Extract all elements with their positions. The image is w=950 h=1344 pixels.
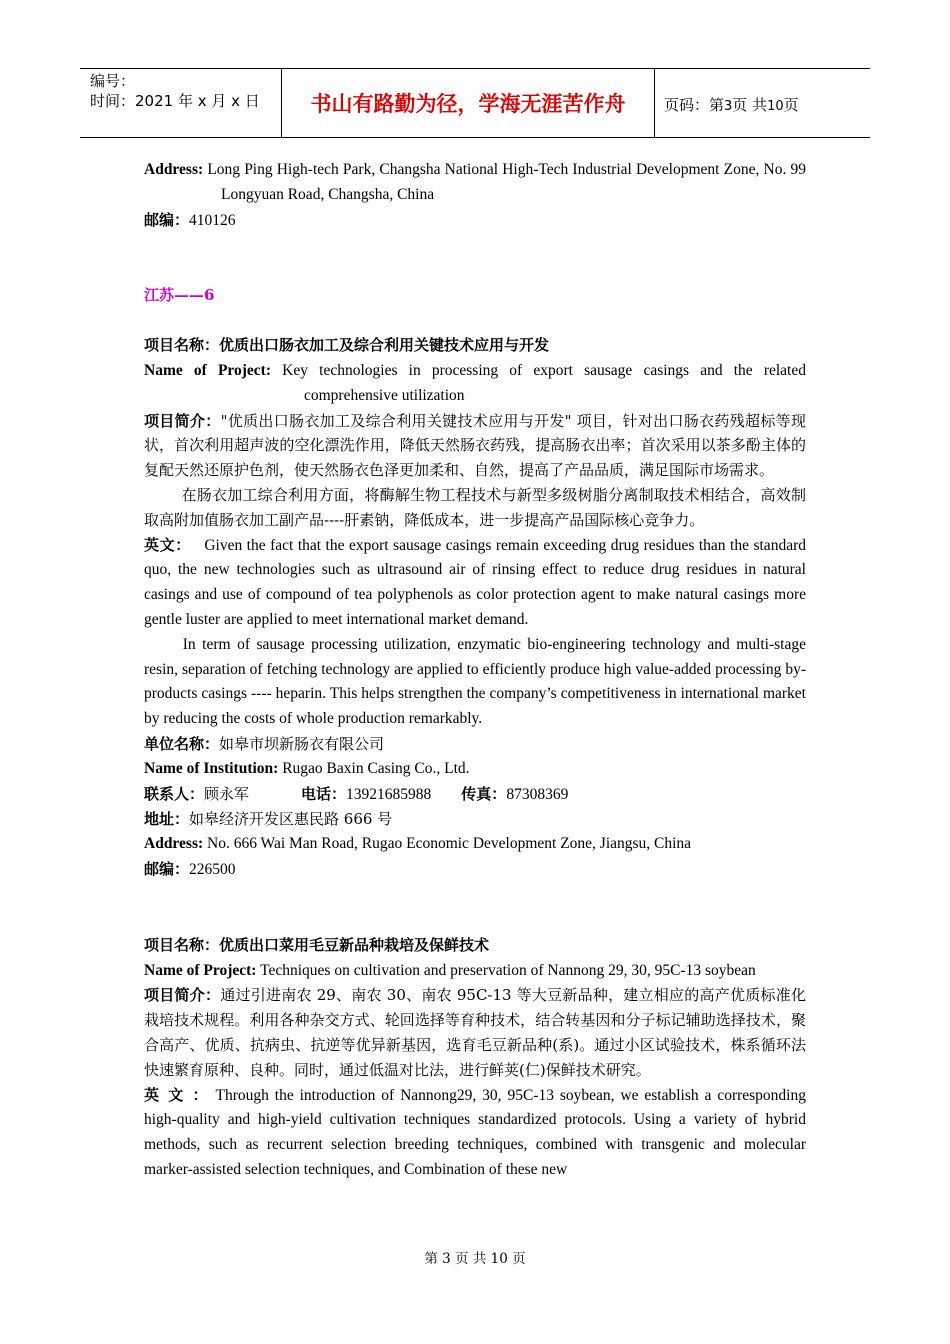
p1-english-label: 英文： [144,535,191,554]
prev-address-text: Long Ping High-tech Park, Changsha National High-Tech Industrial Development Zone, No. 99 Longyuan Road, Changsha, China [207,161,807,203]
prev-zip [144,208,806,234]
doc-time-label: 时间：2021 年 x 月 x 日 [90,92,260,110]
header-divider [654,69,655,137]
p2-name-cn-label: 项目名称： [144,935,220,954]
section-title: 江苏——6 [144,286,215,305]
p1-name-en [144,359,806,409]
document-body [144,158,806,1183]
p1-intro [144,409,806,483]
p1-contact-name: 顾永军 [204,784,250,803]
p1-name-en-label: Name of Project: [144,361,272,379]
page-header [80,68,870,138]
header-meta [80,69,280,137]
p1-zip-value: 226500 [189,860,236,878]
p1-intro-2: 在肠衣加工综合利用方面，将酶解生物工程技术与新型多级树脂分离制取技术相结合，高效制取高附加值肠衣加工副产品----肝素钠，降低成本，进一步提高产品国际核心竞争力。 [144,485,806,529]
prev-address [144,158,806,208]
p2-intro-label: 项目简介： [144,986,221,1005]
p2-intro-text: 通过引进南农 29、南农 30、南农 95C-13 等大豆新品种，建立相应的高产优质标准化栽培技术规程。利用各种杂交方式、轮回选择等育种技术，结合转基因和分子标记辅助选择技术，聚合高产、优质、抗病虫、抗逆等优异新基因，选育毛豆新品种(系)。通过小区试验技术，株系循环法快速繁育原种、良种。同时，通过低温对比法，进行鲜荚(仁)保鲜技术研究。 [144,986,806,1079]
p2-name-cn [144,933,806,959]
prev-zip-label: 邮编： [144,210,190,229]
p1-intro-text: "优质出口肠衣加工及综合利用关键技术应用与开发" 项目，针对出口肠衣药残超标等现状，首次利用超声波的空化漂洗作用，降低天然肠衣药残，提高肠衣出率；首次采用以茶多酚主体的复配天然还原护色剂，使天然肠衣色泽更加柔和、自然，提高了产品品质，满足国际市场需求。 [144,411,806,480]
p2-english-label: 英 文 ： [144,1085,210,1104]
p1-fax: 87308369 [506,785,569,803]
p1-name-en-text: Key technologies in processing of export sausage casings and the related comprehensive utilization [282,361,806,404]
p2-english-text: Through the introduction of Nannong29, 30, 95C-13 soybean, we establish a corresponding high-quality and high-yield cultivation techniques standardized protocols. Using a variety of hybrid methods, such as recurrent selection breeding techniques, combined with transgenic and molecular marker-assisted selection techniques, and Combination of these new [144,1086,806,1178]
p1-phone: 13921685988 [346,785,432,803]
doc-number-label: 编号： [90,72,136,90]
header-page-info [664,94,799,115]
p1-name-cn [144,333,806,359]
header-page-prefix: 页码：第 [664,96,725,114]
prev-zip-value: 410126 [189,211,236,229]
p1-fax-label: 传真： [461,784,507,803]
p1-contact-label: 联系人： [144,784,205,803]
p2-name-en-label: Name of Project: [144,961,257,979]
p1-institution-cn [144,732,806,757]
p1-address-cn [144,807,806,832]
p1-inst-cn-text: 如皋市坝新肠衣有限公司 [219,734,385,753]
page-footer [0,1247,950,1267]
prev-address-label: Address: [144,161,204,178]
footer-current: 3 [442,1251,451,1267]
footer-total: 10 [490,1251,508,1267]
p1-english-2: In term of sausage processing utilization, enzymatic bio-engineering technology and multi-stage resin, separation of fetching technology are applied to efficiently produce high value-added processing by-products casings ---- heparin. This helps strengthen the company’s competitiveness in international market by reducing the costs of whole production remarkably. [144,635,806,728]
header-motto: 书山有路勤为径，学海无涯苦作舟 [310,92,626,116]
p1-inst-cn-label: 单位名称： [144,734,220,753]
p1-addr-cn-label: 地址： [144,810,190,829]
p1-zip-label: 邮编： [144,859,190,878]
header-page-total: 10 [767,99,784,114]
p2-name-en-text: Techniques on cultivation and preservation of Nannong 29, 30, 95C-13 soybean [260,961,756,979]
footer-prefix: 第 [424,1251,438,1267]
p1-inst-en-label: Name of Institution: [144,759,279,777]
p1-contact-row [144,782,806,808]
p1-addr-en-label: Address: [144,835,204,853]
p2-name-cn-text: 优质出口菜用毛豆新品种栽培及保鲜技术 [219,935,490,954]
footer-suffix: 页 [512,1251,526,1267]
p1-name-cn-label: 项目名称： [144,336,220,355]
header-page-current: 3 [724,99,733,114]
p1-intro-label: 项目简介： [144,411,221,430]
p2-english [144,1083,806,1183]
header-page-mid: 页 共 [732,96,768,114]
p1-english-text: Given the fact that the export sausage casings remain exceeding drug residues than the standard quo, the new technologies such as ultrasound air of rinsing effect to reduce drug residues in natural casings and use of compound of tea polyphenols as color protection agent to make natural casings more gentle luster are applied to meet international market demand. [144,536,806,628]
p1-inst-en-text: Rugao Baxin Casing Co., Ltd. [282,759,470,777]
p1-english [144,533,806,633]
p2-name-en [144,959,806,984]
p1-institution-en [144,757,806,782]
p1-name-cn-text: 优质出口肠衣加工及综合利用关键技术应用与开发 [219,336,550,355]
footer-mid: 页 共 [455,1251,487,1267]
p1-phone-label: 电话： [301,784,347,803]
p2-intro [144,983,806,1082]
p1-addr-en-text: No. 666 Wai Man Road, Rugao Economic Development Zone, Jiangsu, China [207,835,692,853]
p1-addr-cn-text: 如皋经济开发区惠民路 666 号 [189,810,393,829]
p1-address-en [144,832,806,857]
p1-zip [144,857,806,883]
header-page-suffix: 页 [783,96,799,114]
